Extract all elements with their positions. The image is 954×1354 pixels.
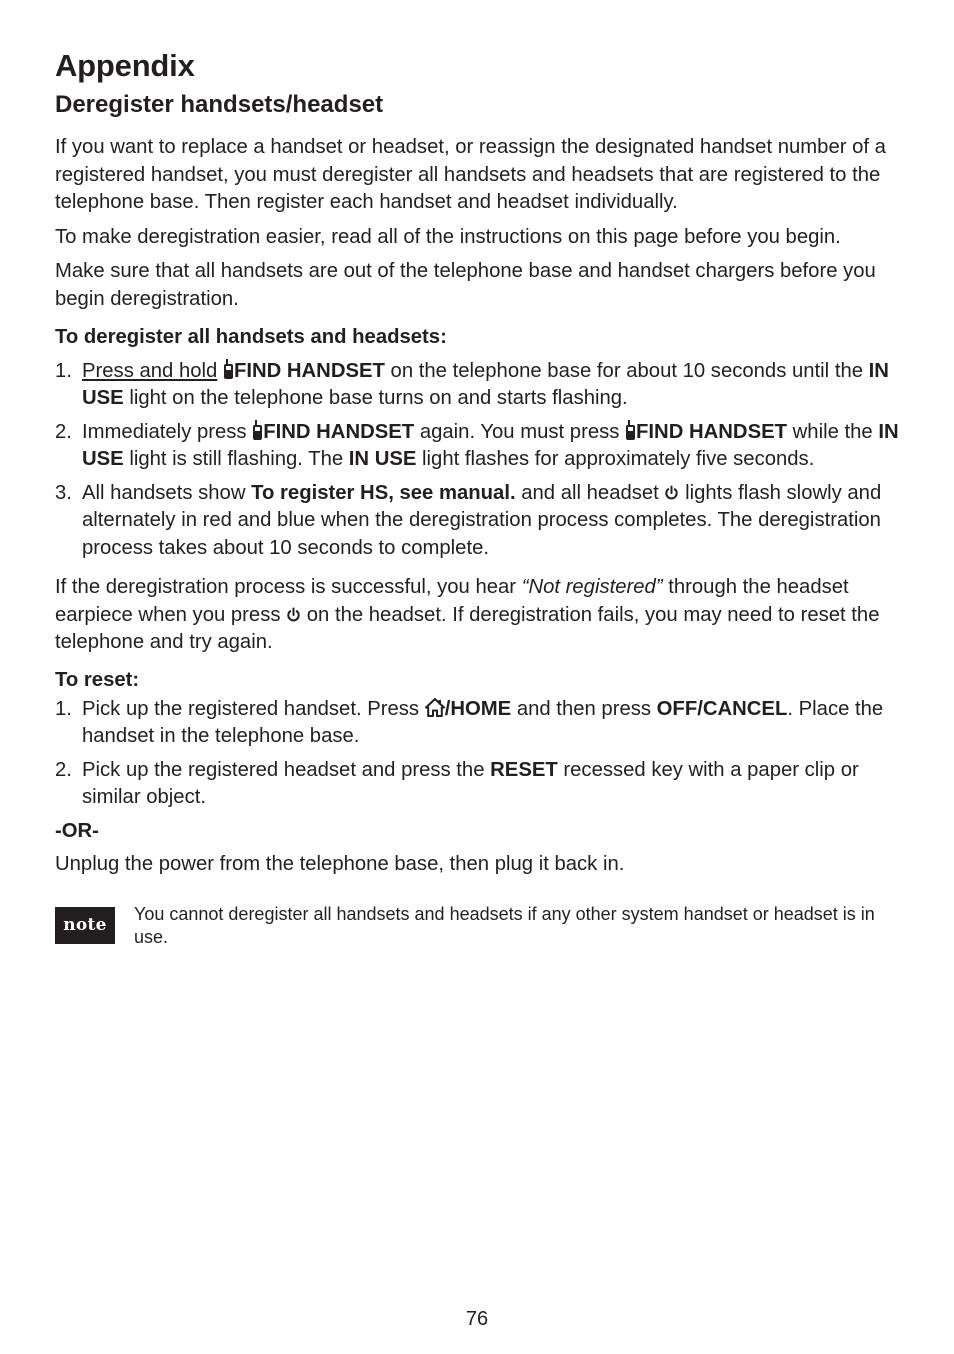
- handset-icon: [252, 420, 263, 440]
- reset-key: RESET: [490, 758, 558, 781]
- page-number: 76: [465, 1308, 489, 1330]
- deregister-step-3: 3. All handsets show To register HS, see manual. and all headset lights flash slowly and alternately in red and blue when the deregistration process completes. The deregistration process takes about 10 seconds to complete.: [55, 481, 882, 559]
- step-number: 2.: [55, 758, 72, 781]
- step-number: 1.: [55, 697, 72, 720]
- deregister-steps: [55, 358, 900, 563]
- find-handset-key: FIND HANDSET: [233, 359, 385, 382]
- deregister-label: To deregister all handsets and headsets:: [55, 326, 447, 348]
- document-page: [55, 46, 900, 949]
- handset-icon: [625, 420, 636, 440]
- find-handset-key: FIND HANDSET: [636, 420, 788, 443]
- page-title: Appendix: [55, 48, 195, 83]
- note-badge: note: [55, 907, 115, 944]
- reset-label: To reset:: [55, 668, 140, 691]
- intro-paragraph-1: If you want to replace a handset or headset, or reassign the designated handset number of a registered handset, you must deregister all handsets and headsets that are registered to the telephone base. Then register each handset and headset individually.: [55, 136, 886, 213]
- power-icon: [286, 607, 301, 623]
- find-handset-key: FIND HANDSET: [263, 420, 415, 443]
- deregister-step-1: 1. Press and hold FIND HANDSET on the telephone base for about 10 seconds until the IN USE light on the telephone base turns on and starts flashing.: [55, 359, 889, 409]
- in-use-light: IN USE: [82, 420, 899, 470]
- intro-paragraph-3: Make sure that all handsets are out of the telephone base and handset chargers before you begin deregistration.: [55, 260, 876, 310]
- note-box: [55, 903, 900, 949]
- handset-icon: [223, 359, 234, 379]
- voice-prompt: “Not registered”: [521, 576, 663, 598]
- step-number: 3.: [55, 481, 72, 504]
- result-paragraph: If the deregistration process is successful, you hear “Not registered” through the headset earpiece when you press on the headset. If deregistration fails, you may need to reset the telephone and try again.: [55, 576, 880, 653]
- unplug-instruction: Unplug the power from the telephone base, then plug it back in.: [55, 853, 625, 875]
- power-icon: [664, 485, 679, 501]
- home-key: /HOME: [444, 697, 512, 720]
- off-cancel-key: OFF/CANCEL: [656, 697, 788, 720]
- deregister-step-2: 2. Immediately press FIND HANDSET again. You must press FIND HANDSET while the IN USE light is still flashing. The IN USE light flashes for approximately five seconds.: [55, 420, 899, 470]
- in-use-light: IN USE: [82, 359, 889, 409]
- note-text: You cannot deregister all handsets and headsets if any other system handset or headset is in use.: [134, 903, 875, 947]
- reset-steps: [55, 696, 900, 812]
- home-icon: [425, 698, 445, 717]
- reset-step-2: 2. Pick up the registered headset and press the RESET recessed key with a paper clip or similar object.: [55, 758, 859, 808]
- reset-step-1: 1. Pick up the registered handset. Press /HOME and then press OFF/CANCEL. Place the handset in the telephone base.: [55, 697, 884, 747]
- intro-paragraph-2: To make deregistration easier, read all of the instructions on this page before you begin.: [55, 225, 841, 248]
- screen-message: To register HS, see manual.: [251, 481, 516, 504]
- step-number: 2.: [55, 420, 72, 443]
- or-separator: -OR-: [55, 819, 99, 842]
- in-use-light: IN USE: [348, 448, 417, 470]
- press-and-hold-text: Press and hold: [82, 359, 218, 382]
- step-number: 1.: [55, 359, 72, 382]
- section-heading: Deregister handsets/headset: [55, 91, 384, 118]
